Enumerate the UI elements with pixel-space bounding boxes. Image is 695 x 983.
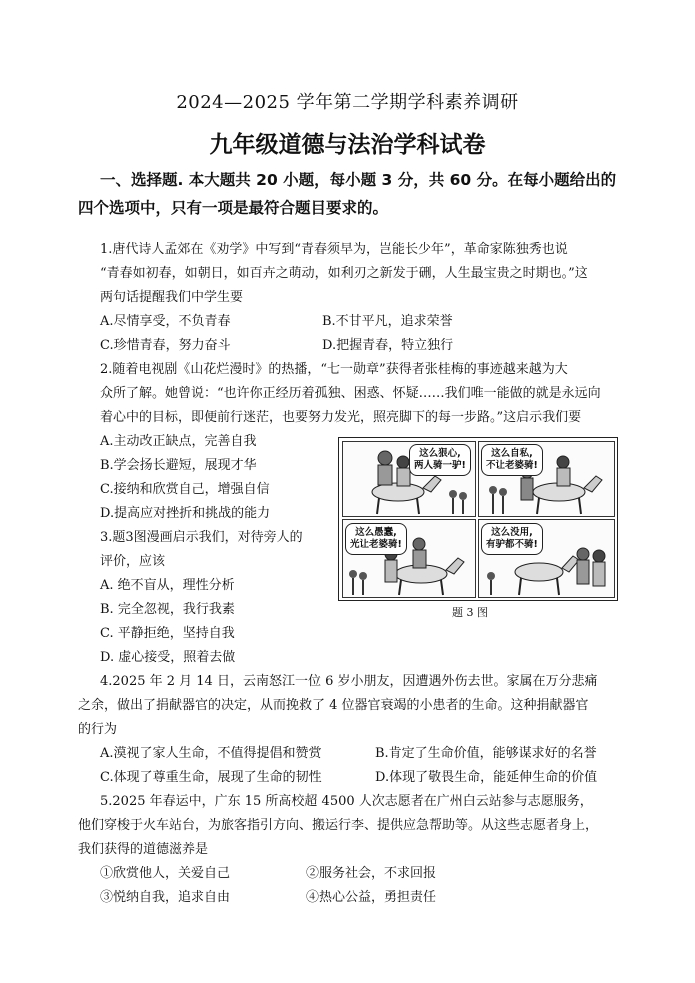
q4-line3: 的行为 [78, 722, 118, 737]
q2-option-b: B.学会扬长避短，展现才华 [100, 458, 257, 473]
q5-option-2: ②服务社会，不求回报 [306, 866, 437, 881]
bubble-1-line1: 这么狠心, [419, 448, 461, 459]
q5-option-1: ①欣赏他人，关爱自己 [100, 866, 231, 881]
q4-line1: 4.2025 年 2 月 14 日，云南怒江一位 6 岁小朋友，因遭遇外伤去世。家属在万分悲痛 [100, 674, 598, 689]
q2-option-a: A.主动改正缺点，完善自我 [100, 434, 257, 449]
q3-option-b: B. 完全忽视，我行我素 [100, 602, 235, 617]
cartoon-panel-2 [478, 441, 615, 517]
q1-option-a: A.尽情享受，不负青春 [100, 314, 231, 329]
bubble-3-line1: 这么愚蠢, [355, 527, 397, 538]
exam-title: 九年级道德与法治学科试卷 [209, 132, 486, 158]
q1-line2: “青春如初春，如朝日，如百卉之萌动，如利刃之新发于硎，人生最宝贵之时期也。”这 [100, 266, 588, 281]
cartoon-bubble-2 [481, 444, 543, 476]
exam-subtitle: 2024—2025 学年第二学期学科素养调研 [176, 92, 519, 113]
q5-option-3: ③悦纳自我，追求自由 [100, 890, 231, 905]
section-heading-line2: 四个选项中，只有一项是最符合题目要求的。 [78, 199, 389, 217]
cartoon-bubble-4 [481, 523, 543, 555]
cartoon-panel-4 [478, 519, 615, 598]
q1-line1: 1.唐代诗人孟郊在《劝学》中写到“青春须早为，岂能长少年”，革命家陈独秀也说 [100, 242, 568, 257]
bubble-4-line2: 有驴都不骑! [486, 539, 538, 550]
q3-option-a: A. 绝不盲从，理性分析 [100, 578, 235, 593]
q2-line3: 着心中的目标，即便前行迷茫，也要努力发光，照亮脚下的每一步路。”这启示我们要 [100, 410, 582, 425]
q4-option-b: B.肯定了生命价值，能够谋求好的名誉 [375, 746, 597, 761]
q3-line2: 评价，应该 [100, 554, 166, 569]
q4-option-d: D.体现了敬畏生命，能延伸生命的价值 [375, 770, 598, 785]
q3-option-d: D. 虚心接受，照着去做 [100, 650, 236, 665]
bubble-4-line1: 这么没用, [491, 527, 533, 538]
bubble-1-line2: 两人骑一驴! [414, 460, 466, 471]
q1-option-d: D.把握青春，特立独行 [322, 338, 454, 353]
bubble-3-line2: 光让老婆骑! [350, 539, 402, 550]
section-heading-line1: 一、选择题. 本大题共 20 小题，每小题 3 分，共 60 分。在每小题给出的 [100, 171, 617, 189]
q5-line3: 我们获得的道德滋养是 [78, 842, 209, 857]
q4-option-c: C.体现了尊重生命，展现了生命的韧性 [100, 770, 322, 785]
cartoon-caption: 题 3 图 [452, 606, 488, 619]
q1-option-c: C.珍惜青春，努力奋斗 [100, 338, 231, 353]
q1-option-b: B.不甘平凡，追求荣誉 [322, 314, 453, 329]
q4-option-a: A.漠视了家人生命，不值得提倡和赞赏 [100, 746, 322, 761]
q2-option-d: D.提高应对挫折和挑战的能力 [100, 506, 271, 521]
q2-line1: 2.随着电视剧《山花烂漫时》的热播，“七一勋章”获得者张桂梅的事迹越来越为大 [100, 362, 568, 377]
q3-line1: 3.题3图漫画启示我们，对待旁人的 [100, 530, 303, 545]
q5-line2: 他们穿梭于火车站台，为旅客指引方向、搬运行李、提供应急帮助等。从这些志愿者身上， [78, 818, 599, 833]
cartoon-panel-1 [342, 441, 476, 517]
q3-option-c: C. 平静拒绝，坚持自我 [100, 626, 235, 641]
cartoon-bubble-3 [345, 523, 407, 555]
cartoon-bubble-1 [409, 444, 471, 476]
bubble-2-line2: 不让老婆骑! [486, 460, 538, 471]
q5-option-4: ④热心公益，勇担责任 [306, 890, 437, 905]
q1-line3: 两句话提醒我们中学生要 [100, 290, 244, 305]
q4-line2: 之余，做出了捐献器官的决定，从而挽救了 4 位器官衰竭的小患者的生命。这种捐献器官 [78, 698, 589, 713]
q2-line2: 众所了解。她曾说：“也许你正经历着孤独、困惑、怀疑……我们唯一能做的就是永远向 [100, 386, 601, 401]
q5-line1: 5.2025 年春运中，广东 15 所高校超 4500 人次志愿者在广州白云站参与志愿服务， [100, 794, 593, 809]
q3-cartoon-figure [338, 437, 618, 601]
q2-option-c: C.接纳和欣赏自己，增强自信 [100, 482, 270, 497]
cartoon-panel-3 [342, 519, 476, 598]
bubble-2-line1: 这么自私, [491, 448, 533, 459]
